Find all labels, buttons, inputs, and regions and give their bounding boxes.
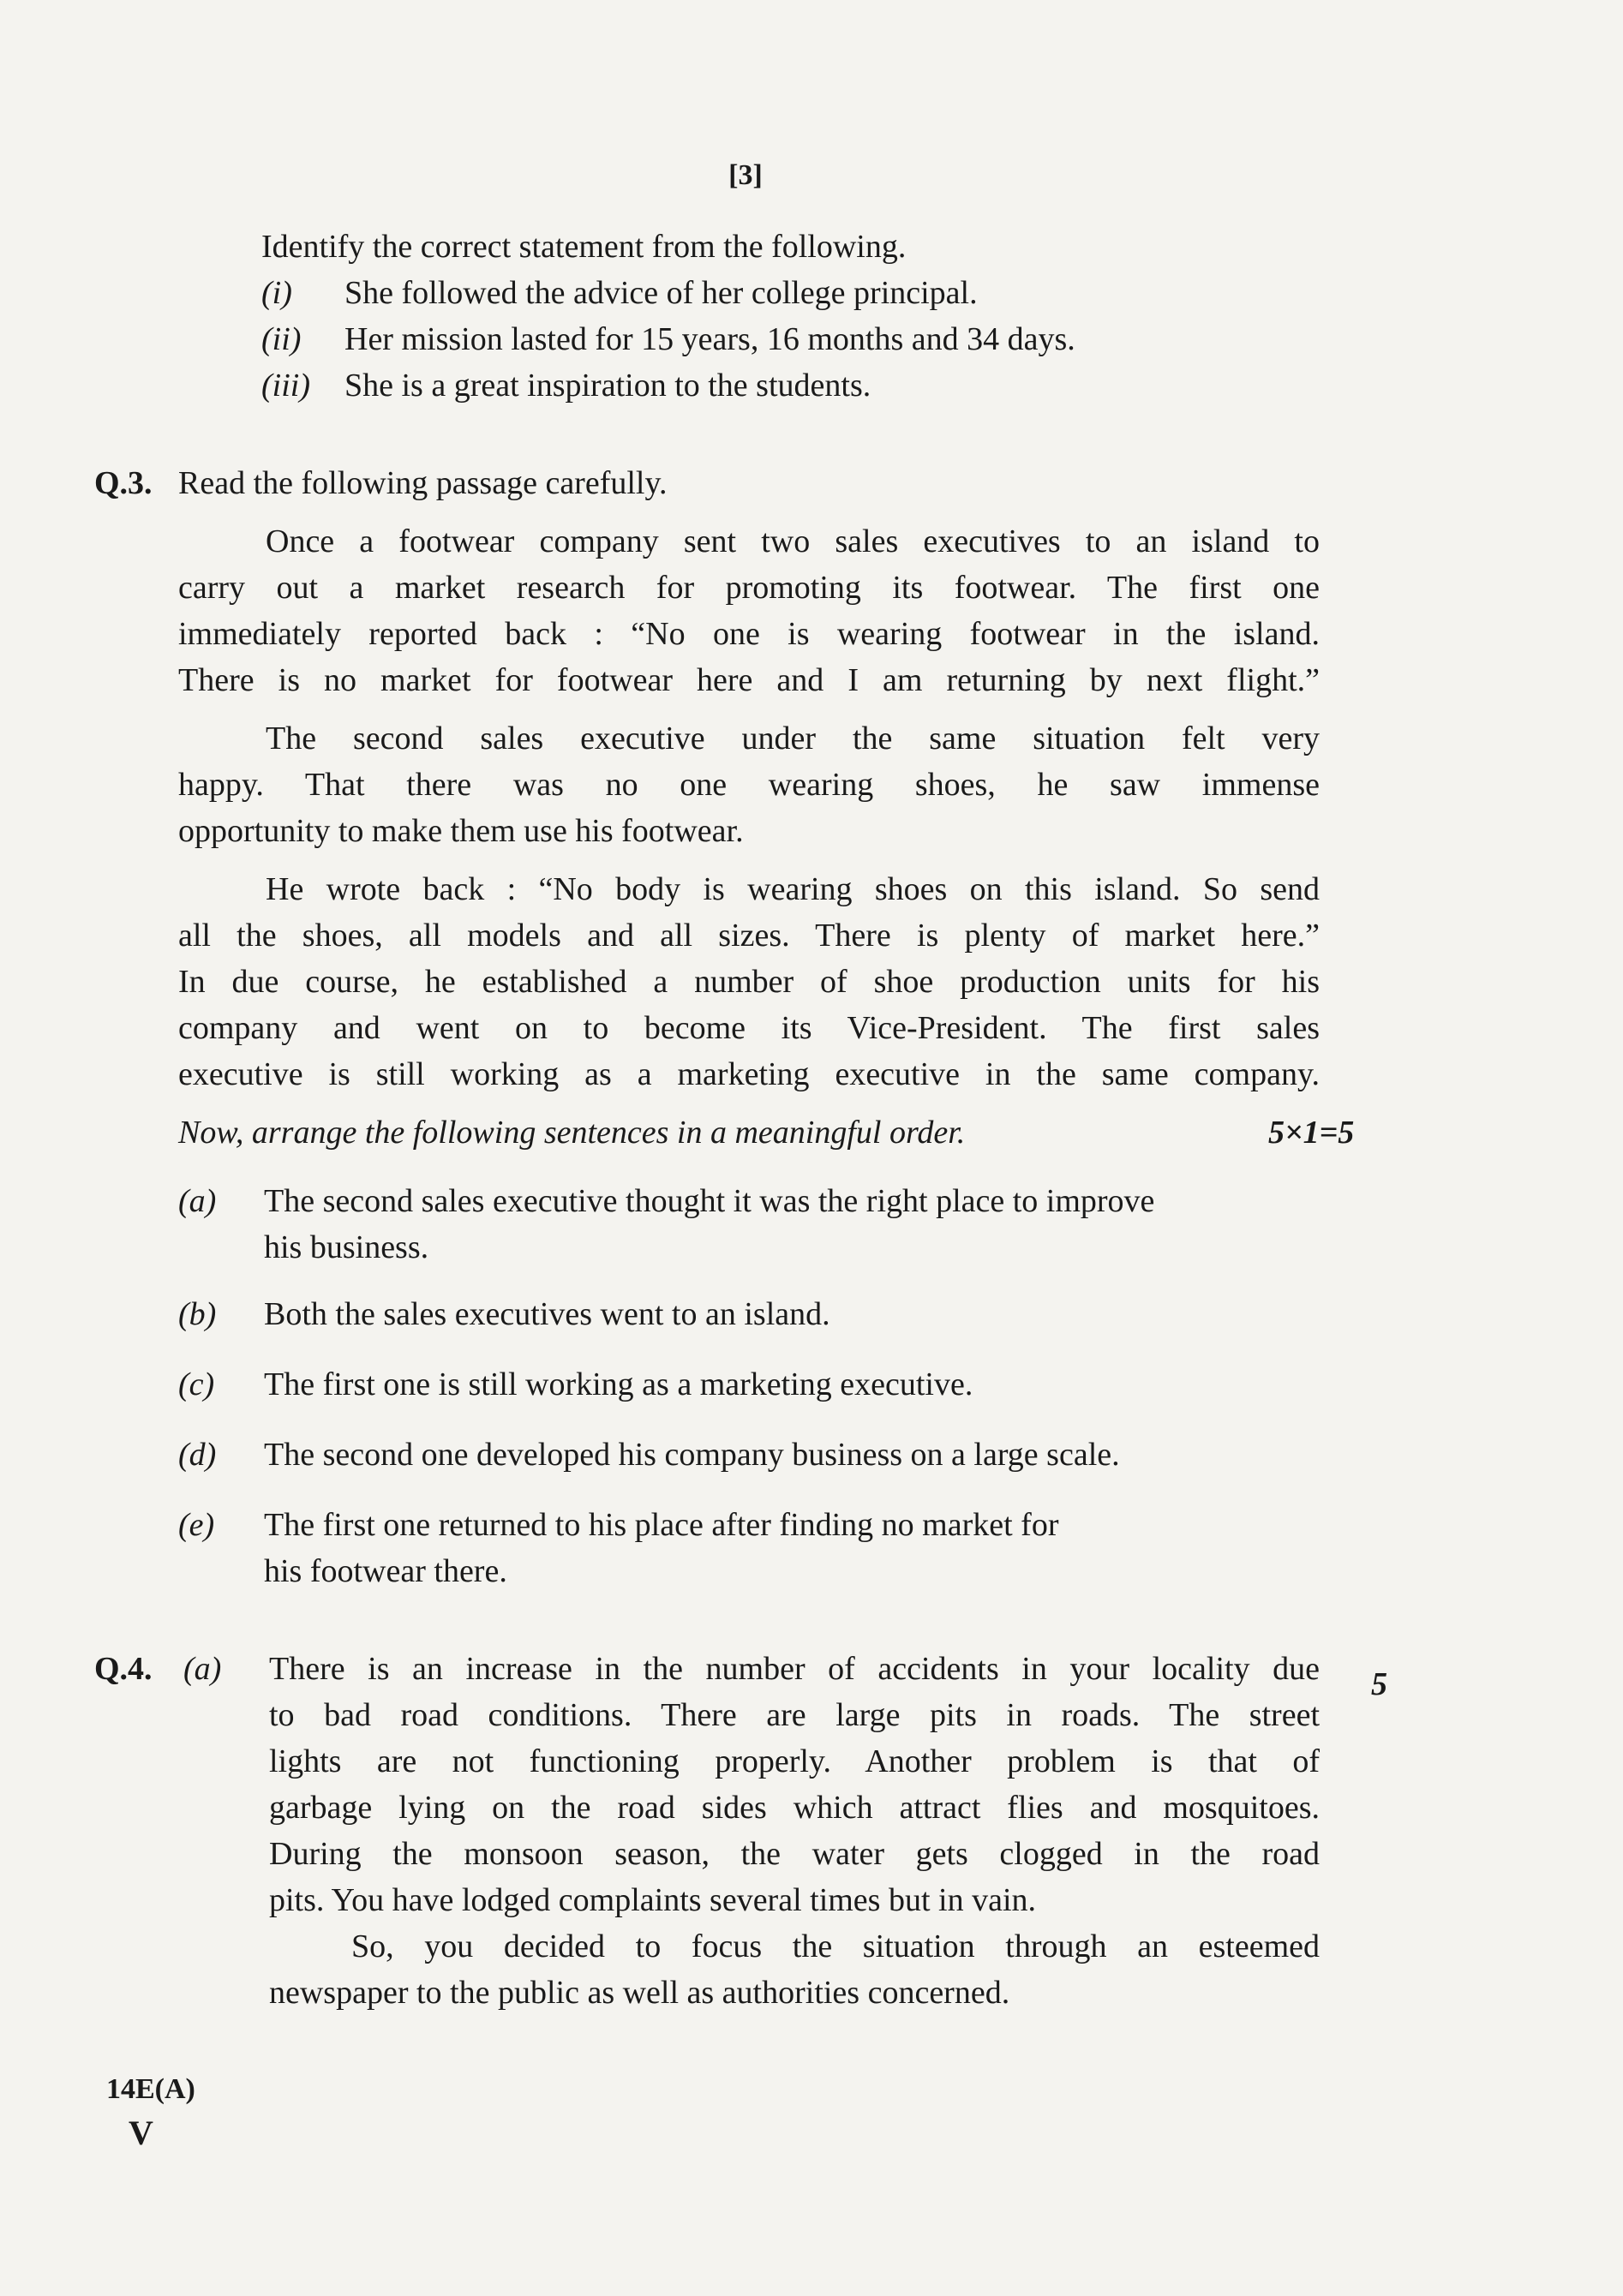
- q3-item-text: his footwear there.: [264, 1553, 507, 1589]
- q4-para1-line: to bad road conditions. There are large pits in roads. The street: [269, 1697, 1320, 1733]
- q4-para1-line: There is an increase in the number of accidents in your locality due: [269, 1651, 1320, 1687]
- q4-number: Q.4.: [94, 1651, 153, 1687]
- q3-item-text: The second sales executive thought it was the right place to improve: [264, 1183, 1155, 1219]
- q2-option-label: (iii): [261, 368, 310, 404]
- q3-number: Q.3.: [94, 465, 153, 501]
- q3-para3-line: company and went on to become its Vice-President. The first sales: [178, 1010, 1320, 1046]
- q4-para2-line: So, you decided to focus the situation through an esteemed: [351, 1928, 1320, 1964]
- q2-prompt: Identify the correct statement from the following.: [261, 229, 907, 265]
- paper-code: 14E(A): [106, 2073, 195, 2105]
- q4-part-label: (a): [183, 1651, 222, 1687]
- q3-item-text: The first one returned to his place after finding no market for: [264, 1507, 1059, 1543]
- q3-item-text: Both the sales executives went to an island.: [264, 1296, 830, 1332]
- q3-item-text: The second one developed his company business on a large scale.: [264, 1437, 1120, 1473]
- q3-item-label: (c): [178, 1366, 215, 1402]
- q3-para2-line: The second sales executive under the same situation felt very: [266, 720, 1320, 756]
- q3-item-label: (e): [178, 1507, 215, 1543]
- q3-para2-line: opportunity to make them use his footwear.: [178, 813, 744, 849]
- q2-option-label: (i): [261, 275, 292, 311]
- q4-para1-line: pits. You have lodged complaints several times but in vain.: [269, 1882, 1037, 1918]
- q4-para1-line: During the monsoon season, the water gets clogged in the road: [269, 1836, 1320, 1872]
- q4-para1-line: garbage lying on the road sides which attract flies and mosquitoes.: [269, 1790, 1320, 1826]
- q3-marks: 5×1=5: [1268, 1115, 1355, 1151]
- q4-para2-line: newspaper to the public as well as authorities concerned.: [269, 1975, 1010, 2011]
- q3-item-label: (d): [178, 1437, 217, 1473]
- q2-option-text: She followed the advice of her college principal.: [344, 275, 978, 311]
- q3-heading: Read the following passage carefully.: [178, 465, 668, 501]
- q3-item-label: (a): [178, 1183, 217, 1219]
- footer-mark: V: [129, 2114, 153, 2152]
- q4-marks: 5: [1371, 1666, 1387, 1702]
- q3-item-label: (b): [178, 1296, 217, 1332]
- q3-para2-line: happy. That there was no one wearing shoes, he saw immense: [178, 767, 1320, 803]
- q2-option-text: Her mission lasted for 15 years, 16 months and 34 days.: [344, 321, 1075, 357]
- q3-para1-line: immediately reported back : “No one is wearing footwear in the island.: [178, 616, 1320, 652]
- q3-para1-line: Once a footwear company sent two sales executives to an island to: [266, 523, 1320, 559]
- q2-option-text: She is a great inspiration to the students.: [344, 368, 871, 404]
- q3-item-text: The first one is still working as a marketing executive.: [264, 1366, 973, 1402]
- q3-para1-line: There is no market for footwear here and I am returning by next flight.”: [178, 662, 1320, 698]
- q3-para1-line: carry out a market research for promoting its footwear. The first one: [178, 570, 1320, 606]
- q4-para1-line: lights are not functioning properly. Another problem is that of: [269, 1743, 1320, 1779]
- page-number: [3]: [728, 159, 763, 191]
- q3-instruction: Now, arrange the following sentences in a meaningful order.: [178, 1115, 966, 1151]
- q3-para3-line: He wrote back : “No body is wearing shoes on this island. So send: [266, 871, 1320, 907]
- q2-option-label: (ii): [261, 321, 302, 357]
- q3-para3-line: In due course, he established a number of shoe production units for his: [178, 964, 1320, 1000]
- q3-item-text: his business.: [264, 1229, 429, 1265]
- q3-para3-line: all the shoes, all models and all sizes. There is plenty of market here.”: [178, 918, 1320, 954]
- q3-para3-line: executive is still working as a marketing executive in the same company.: [178, 1056, 1320, 1092]
